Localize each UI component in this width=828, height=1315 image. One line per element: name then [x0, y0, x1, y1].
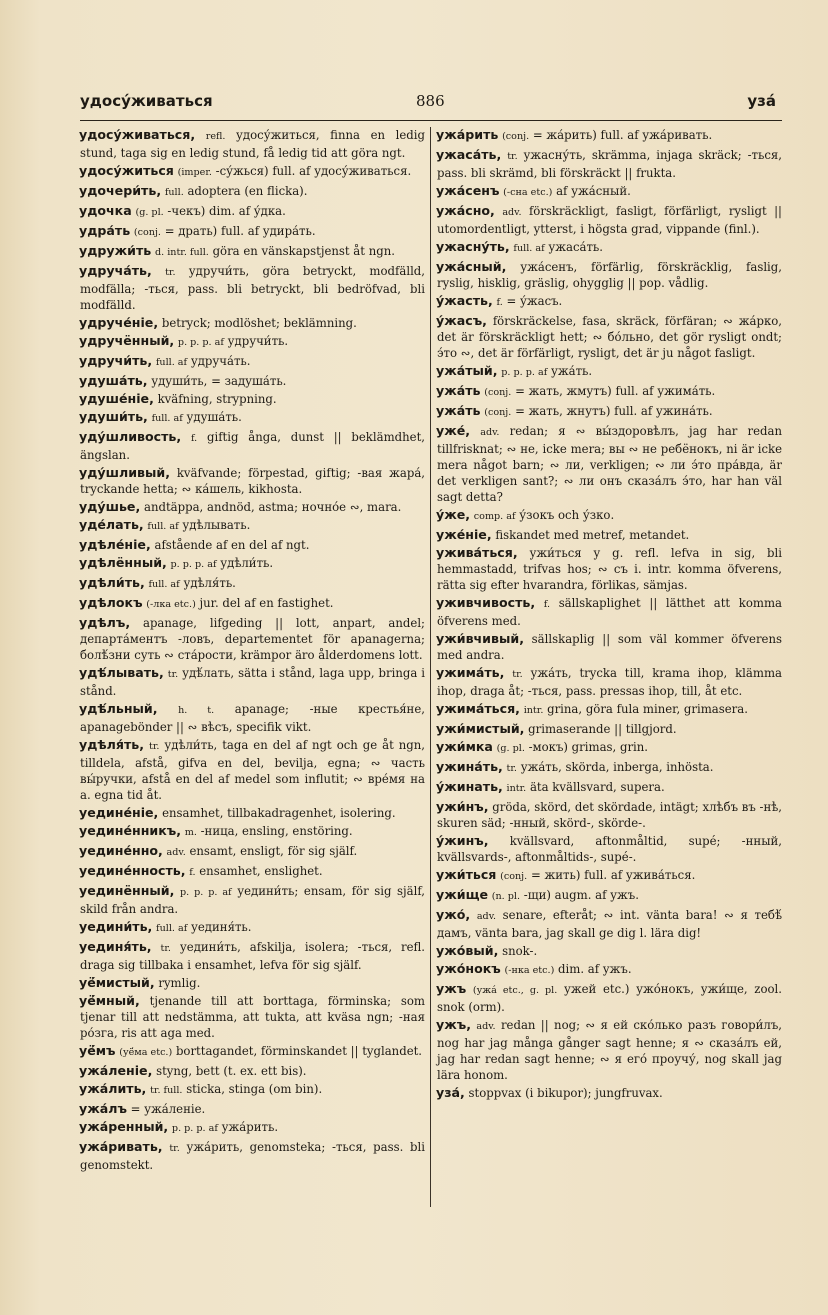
entry-headword: уединённый,: [79, 883, 175, 898]
entry-definition: ensamt, ensligt, för sig själf.: [189, 844, 358, 858]
dictionary-entry: [437, 293, 782, 311]
entry-grammar: comp. af: [473, 511, 516, 522]
entry-definition: grina, göra fula miner, grimasera.: [547, 702, 748, 716]
entry-grammar: p. p. p. af: [171, 1123, 218, 1134]
entry-headword: уедини́ть,: [79, 919, 153, 934]
entry-definition: удуши́ть, = задуша́ть.: [151, 374, 287, 388]
entry-definition: förskräckelse, fasa, skräck, förfäran; ∾ жа́рко, det är förskräckligt hett; ∾ бо́льно, det gör rysligt ondt; э́то ∾, det är förfärligt, rysligt, det är ju något fasligt.: [437, 314, 783, 360]
entry-definition: äta kvällsvard, supera.: [529, 780, 665, 794]
entry-headword: удуша́ть,: [79, 373, 148, 388]
entry-grammar: tr.: [148, 741, 160, 752]
dictionary-entry: [437, 363, 782, 381]
entry-headword: ужъ: [436, 981, 467, 996]
entry-definition: уедини́ть, afskilja, isolera; -ться, refl. draga sig tillbaka i ensamhet, lefva för sig själf.: [80, 940, 426, 972]
page-header: [80, 86, 782, 121]
entry-definition: göra en vänskapstjenst åt ngn.: [212, 244, 395, 258]
entry-definition: -щи) augm. af ужъ.: [523, 888, 639, 902]
entry-headword: удѣле́ніе,: [79, 537, 151, 552]
entry-grammar: f.: [496, 297, 503, 308]
entry-headword: уза́,: [436, 1085, 465, 1100]
dictionary-entry: [80, 315, 425, 331]
entry-grammar: refl.: [205, 131, 226, 142]
entry-headword: удѣлъ,: [79, 615, 131, 630]
dictionary-entry: [437, 981, 782, 1015]
entry-headword: ужима́ть,: [436, 665, 505, 680]
entry-headword: удуше́ніе,: [79, 391, 154, 406]
entry-definition: giftig ånga, dunst || beklämdhet, ängslan.: [80, 430, 426, 462]
entry-headword: уё́мистый,: [79, 975, 155, 990]
entry-definition: grimaserande || tillgjord.: [528, 722, 677, 736]
entry-headword: удѣли́ть,: [79, 575, 145, 590]
dictionary-entry: [80, 1043, 425, 1061]
dictionary-entry: [437, 907, 782, 941]
entry-grammar: adv.: [502, 207, 522, 218]
entry-grammar: (g. pl.: [135, 207, 164, 218]
right-column: [437, 127, 782, 1207]
entry-grammar: full. af: [147, 521, 179, 532]
dictionary-entry: [437, 631, 782, 663]
dictionary-entry: [437, 799, 782, 831]
entry-definition: senare, efteråt; ∾ int. vänta bara! ∾ я тебѣ́ дамъ, vänta bara, jag skall ge dig l. lära dig!: [437, 908, 782, 940]
entry-headword: уедине́нность,: [79, 863, 186, 878]
entry-definition: styng, bett (t. ex. ett bis).: [156, 1064, 307, 1078]
entry-definition: kväfvande; förpestad, giftig; -вая жара́, tryckande hetta; ∾ ка́шель, kikhosta.: [80, 466, 426, 496]
dictionary-entry: [80, 127, 425, 161]
entry-definition: fiskandet med metref, metandet.: [495, 528, 690, 542]
entry-headword: ужи́нъ,: [436, 799, 489, 814]
entry-grammar: m.: [184, 827, 197, 838]
page-number: 886: [416, 92, 445, 110]
entry-definition: -ница, ensling, enstöring.: [200, 824, 353, 838]
entry-grammar: tr.: [167, 669, 179, 680]
entry-definition: удосу́житься, finna en ledig stund, taga sig en ledig stund, få ledig tid att göra ngt.: [80, 128, 425, 160]
entry-headword: удѣлённый,: [79, 555, 167, 570]
entry-columns: [80, 127, 782, 1207]
entry-headword: ужаса́ть,: [436, 147, 502, 162]
entry-headword: ужа́рить: [436, 127, 499, 142]
entry-definition: удѣля́ть.: [183, 576, 236, 590]
dictionary-entry: [80, 919, 425, 937]
entry-definition: ужа́сенъ, förfärlig, förskräcklig, faslig, ryslig, hisklig, gräslig, ohygglig || pop. vådlig.: [437, 260, 782, 290]
entry-headword: удруча́ть,: [79, 263, 152, 278]
entry-grammar: adv.: [476, 911, 497, 922]
dictionary-entry: [80, 537, 425, 553]
entry-definition: удѣли́ть, taga en del af ngt och ge åt ngn, tilldela, afstå, gifva en del, bevilja, egna; ∾ часть вы́ручки, afstå en del af medel som influtit; ∾ вре́мя на а. egna tid åt.: [80, 738, 426, 802]
entry-definition: ужа́ть, trycka till, krama ihop, klämma ihop, draga åt; -ться, pass. pressas ihop, till, åt etc.: [437, 666, 782, 698]
entry-definition: ensamhet, enslighet.: [199, 864, 323, 878]
entry-grammar: (conj.: [502, 131, 530, 142]
dictionary-entry: [80, 465, 425, 497]
entry-grammar: (conj.: [133, 227, 161, 238]
entry-definition: ужа́рить, genomsteka; -ться, pass. bli genomstekt.: [80, 1140, 425, 1172]
dictionary-entry: [80, 939, 425, 973]
left-column: [80, 127, 430, 1207]
entry-grammar: p. p. p. af: [170, 559, 217, 570]
dictionary-entry: [437, 507, 782, 525]
entry-headword: у́жинъ,: [436, 833, 489, 848]
dictionary-entry: [437, 1017, 782, 1083]
entry-definition: stoppvax (i bikupor); jungfruvax.: [468, 1086, 663, 1100]
entry-grammar: f.: [543, 599, 551, 610]
entry-headword: ужа́лъ: [79, 1101, 127, 1116]
entry-headword: удѣ́льный,: [79, 701, 158, 716]
dictionary-entry: [437, 887, 782, 905]
entry-definition: sticka, stinga (om bin).: [186, 1082, 323, 1096]
entry-definition: andtäppa, andnöd, astma; ночно́е ∾, mara.: [143, 500, 402, 514]
entry-definition: = жать, жмутъ) full. af ужима́ть.: [515, 384, 716, 398]
dictionary-entry: [80, 429, 425, 463]
entry-headword: у́жасть,: [436, 293, 493, 308]
entry-definition: ужа́ть, skörda, inberga, inhösta.: [520, 760, 714, 774]
entry-grammar: tr.: [160, 943, 171, 954]
entry-headword: уду́шливый,: [79, 465, 170, 480]
entry-definition: redan || nog; ∾ я ей ско́лько разъ говори́лъ, nog har jag många gånger sagt henne; я ∾ сказа́лъ ей, jag har redan sagt henne; ∾ я его́ проучу́, nog skall jag lära honom.: [437, 1018, 782, 1082]
dictionary-entry: [437, 527, 782, 543]
entry-grammar: tr.: [506, 763, 517, 774]
dictionary-entry: [437, 1085, 782, 1101]
entry-headword: ужа́сенъ: [436, 183, 500, 198]
entry-headword: удосу́житься: [79, 163, 174, 178]
entry-headword: ужа́тый,: [436, 363, 498, 378]
dictionary-entry: [437, 739, 782, 757]
entry-headword: ужо́вый,: [436, 943, 499, 958]
entry-definition: удѣлывать.: [182, 518, 251, 532]
entry-headword: уживчивость,: [436, 595, 536, 610]
entry-grammar: adv.: [476, 1021, 496, 1032]
entry-headword: у́жасъ,: [436, 313, 487, 328]
entry-definition: = жить) full. af ужива́ться.: [530, 868, 696, 882]
entry-grammar: (conj.: [484, 407, 512, 418]
entry-headword: ужина́ть,: [436, 759, 503, 774]
entry-definition: = жать, жнутъ) full. af ужина́ть.: [515, 404, 713, 418]
entry-grammar: tr.: [512, 669, 523, 680]
dictionary-entry: [437, 943, 782, 959]
entry-definition: förskräckligt, fasligt, förfärligt, rysligt || utomordentligt, ytterst, i högsta grad, vippande (finl.).: [437, 204, 782, 236]
dictionary-entry: [80, 1081, 425, 1099]
entry-headword: ужи́мистый,: [436, 721, 525, 736]
entry-headword: удѣлокъ: [79, 595, 143, 610]
dictionary-entry: [437, 545, 782, 593]
entry-headword: удружи́ть: [79, 243, 152, 258]
dictionary-entry: [437, 313, 782, 361]
entry-definition: betryck; modlöshet; beklämning.: [161, 316, 357, 330]
dictionary-entry: [437, 833, 782, 865]
dictionary-entry: [80, 1139, 425, 1173]
entry-headword: уедине́нникъ,: [79, 823, 182, 838]
dictionary-entry: [437, 721, 782, 737]
dictionary-entry: [437, 383, 782, 401]
dictionary-entry: [437, 127, 782, 145]
dictionary-entry: [80, 499, 425, 515]
entry-grammar: adv.: [166, 847, 186, 858]
entry-grammar: adv.: [480, 427, 500, 438]
entry-definition: -мокъ) grimas, grin.: [528, 740, 649, 754]
dictionary-entry: [80, 823, 425, 841]
dictionary-entry: [80, 975, 425, 991]
entry-definition: rymlig.: [158, 976, 201, 990]
entry-definition: sällskaplig || som väl kommer öfverens med andra.: [437, 632, 782, 662]
entry-grammar: f.: [189, 867, 196, 878]
dictionary-entry: [80, 353, 425, 371]
entry-definition: уединя́ть.: [191, 920, 252, 934]
entry-headword: ужъ,: [436, 1017, 471, 1032]
entry-definition: af ужа́сный.: [556, 184, 631, 198]
entry-definition: borttagandet, förminskandet || tyglandet.: [175, 1044, 423, 1058]
entry-definition: apanage, lifgeding || lott, anpart, andel; департа́ментъ -ловъ, departementet för apanagerna; болѣ́зни суть ∾ ста́рости, krämpor äro ålderdomens lott.: [80, 616, 425, 662]
entry-grammar: full. af: [513, 243, 545, 254]
entry-definition: afstående af en del af ngt.: [154, 538, 310, 552]
entry-definition: удручи́ть, göra betryckt, modfälld, modfälla; -ться, pass. bli betryckt, bli bedröfvad, bli modfälld.: [80, 264, 425, 312]
entry-definition: удручи́ть.: [227, 334, 289, 348]
dictionary-entry: [80, 263, 425, 313]
entry-grammar: (ужа́ etc., g. pl.: [472, 985, 558, 996]
entry-definition: удѣ́лать, sätta i stånd, laga upp, bringa i stånd.: [80, 666, 425, 698]
entry-grammar: p. p. p. af: [501, 367, 548, 378]
entry-headword: ужива́ться,: [436, 545, 518, 560]
entry-grammar: h. t.: [178, 705, 215, 716]
dictionary-entry: [437, 423, 782, 505]
entry-headword: удручи́ть,: [79, 353, 153, 368]
dictionary-entry: [80, 843, 425, 861]
entry-definition: = драть) full. af удира́ть.: [164, 224, 316, 238]
entry-definition: jur. del af en fastighet.: [199, 596, 334, 610]
dictionary-entry: [80, 883, 425, 917]
entry-grammar: (g. pl.: [496, 743, 525, 754]
dictionary-entry: [80, 243, 425, 261]
dictionary-entry: [80, 183, 425, 201]
entry-grammar: (уё́ма etc.): [119, 1047, 173, 1058]
dictionary-entry: [437, 665, 782, 699]
entry-grammar: intr.: [506, 783, 527, 794]
entry-definition: удуша́ть.: [186, 410, 242, 424]
entry-definition: tjenande till att borttaga, förminska; som tjenar till att nedstämma, att tukta, att kväsa ngn; -ная ро́зга, ris att aga med.: [80, 994, 425, 1040]
dictionary-entry: [80, 223, 425, 241]
entry-grammar: tr. full.: [150, 1085, 183, 1096]
entry-headword: удра́ть: [79, 223, 131, 238]
dictionary-entry: [80, 993, 425, 1041]
entry-grammar: (-нка etc.): [504, 965, 555, 976]
entry-definition: ужаса́ть.: [548, 240, 604, 254]
entry-definition: snok-.: [502, 944, 538, 958]
entry-definition: ужа́ть.: [550, 364, 593, 378]
entry-headword: ужа́лить,: [79, 1081, 147, 1096]
entry-definition: apanage; -ные крестья́не, apanagebönder || ∾ вѣсъ, specifik vikt.: [80, 702, 425, 734]
entry-grammar: d. intr. full.: [154, 247, 209, 258]
dictionary-entry: [80, 805, 425, 821]
entry-grammar: full. af: [155, 357, 188, 368]
entry-definition: удѣли́ть.: [220, 556, 274, 570]
entry-definition: kväfning, strypning.: [157, 392, 277, 406]
entry-headword: удѣ́лывать,: [79, 665, 164, 680]
entry-grammar: intr.: [523, 705, 544, 716]
dictionary-entry: [437, 203, 782, 237]
entry-definition: = у́жасъ.: [506, 294, 563, 308]
entry-definition: = жа́рить) full. af ужа́ривать.: [532, 128, 713, 142]
dictionary-entry: [437, 701, 782, 719]
entry-headword: удруче́ніе,: [79, 315, 159, 330]
entry-definition: ensamhet, tillbakadragenhet, isolering.: [162, 806, 396, 820]
dictionary-entry: [437, 403, 782, 421]
entry-headword: удосу́живаться,: [79, 127, 196, 142]
entry-definition: dim. af ужъ.: [558, 962, 632, 976]
header-left-headword: удосу́живаться: [80, 92, 213, 110]
entry-headword: удручённый,: [79, 333, 175, 348]
entry-headword: удочка: [79, 203, 132, 218]
entry-grammar: f.: [190, 433, 198, 444]
dictionary-entry: [80, 1101, 425, 1117]
entry-definition: gröda, skörd, det skördade, intägt; хлѣбъ въ -нѣ, skuren säd; -нный, skörd-, skörde-.: [437, 800, 782, 830]
entry-definition: ужей etc.) ужо́нокъ, ужи́ще, zool. snok (orm).: [437, 982, 782, 1014]
entry-definition: -су́жься) full. af удосу́живаться.: [215, 164, 412, 178]
entry-headword: ужо́нокъ: [436, 961, 501, 976]
entry-headword: ужа́ривать,: [79, 1139, 163, 1154]
dictionary-entry: [80, 1063, 425, 1079]
entry-grammar: p. p. p. af: [177, 337, 224, 348]
dictionary-entry: [80, 517, 425, 535]
entry-grammar: tr.: [169, 1143, 180, 1154]
entry-headword: уедине́нно,: [79, 843, 163, 858]
dictionary-entry: [437, 867, 782, 885]
entry-headword: уду́шливость,: [79, 429, 182, 444]
entry-definition: adoptera (en flicka).: [187, 184, 308, 198]
entry-headword: ужо́,: [436, 907, 471, 922]
dictionary-entry: [80, 665, 425, 699]
entry-headword: ужа́ть: [436, 383, 481, 398]
dictionary-entry: [80, 409, 425, 427]
entry-grammar: tr.: [507, 151, 518, 162]
header-right-headword: уза́: [747, 92, 776, 110]
entry-headword: уединя́ть,: [79, 939, 152, 954]
entry-headword: уже́ніе,: [436, 527, 492, 542]
dictionary-entry: [437, 183, 782, 201]
entry-definition: redan; я ∾ вы́здоровѣлъ, jag har redan tillfrisknat; ∾ не, icke mera; вы ∾ не ребёнокъ, ni är icke mera något barn; ∾ ли, verkligen; ∾ ли э́то пра́вда, är det verkligen sant?; ∾ ли онъ сказа́лъ э́то, har han väl sagt detta?: [437, 424, 783, 504]
entry-headword: ужа́ть: [436, 403, 481, 418]
entry-grammar: (-лка etc.): [146, 599, 196, 610]
entry-definition: -чекъ) dim. af у́дка.: [167, 204, 286, 218]
entry-headword: уду́шье,: [79, 499, 141, 514]
dictionary-entry: [80, 555, 425, 573]
entry-grammar: (n. pl.: [491, 891, 521, 902]
entry-headword: ужи́вчивый,: [436, 631, 524, 646]
entry-headword: ужима́ться,: [436, 701, 520, 716]
entry-headword: уё́мный,: [79, 993, 140, 1008]
dictionary-entry: [80, 373, 425, 389]
entry-grammar: full.: [164, 187, 184, 198]
entry-headword: уде́лать,: [79, 517, 144, 532]
entry-definition: sällskaplighet || lätthet att komma öfverens med.: [437, 596, 783, 628]
entry-grammar: (-сна etc.): [503, 187, 553, 198]
column-divider: [430, 127, 431, 1207]
dictionary-entry: [80, 203, 425, 221]
entry-grammar: (conj.: [484, 387, 512, 398]
entry-definition: у́зокъ och у́зко.: [519, 508, 615, 522]
entry-definition: удруча́ть.: [190, 354, 251, 368]
entry-headword: у́жинать,: [436, 779, 503, 794]
entry-headword: ужа́сный,: [436, 259, 507, 274]
entry-headword: уедине́ніе,: [79, 805, 159, 820]
entry-grammar: full. af: [148, 579, 180, 590]
dictionary-entry: [80, 163, 425, 181]
entry-definition: ужа́рить.: [221, 1120, 279, 1134]
dictionary-entry: [437, 147, 782, 181]
entry-headword: ужа́ренный,: [79, 1119, 169, 1134]
dictionary-entry: [80, 595, 425, 613]
entry-headword: ужи́ще: [436, 887, 489, 902]
dictionary-entry: [80, 575, 425, 593]
dictionary-entry: [437, 961, 782, 979]
dictionary-entry: [80, 391, 425, 407]
dictionary-entry: [80, 863, 425, 881]
entry-headword: у́же,: [436, 507, 471, 522]
entry-headword: ужасну́ть,: [436, 239, 510, 254]
dictionary-entry: [80, 737, 425, 803]
dictionary-entry: [437, 259, 782, 291]
entry-grammar: full. af: [151, 413, 183, 424]
entry-headword: ужи́ться: [436, 867, 497, 882]
dictionary-entry: [80, 615, 425, 663]
entry-definition: kvällsvard, aftonmåltid, supé; -нный, kvällsvards-, aftonmåltids-, supé-.: [437, 834, 782, 864]
entry-headword: ужа́леніе,: [79, 1063, 153, 1078]
entry-grammar: tr.: [165, 267, 176, 278]
entry-grammar: full. af: [156, 923, 188, 934]
entry-headword: ужи́мка: [436, 739, 493, 754]
dictionary-entry: [80, 333, 425, 351]
entry-headword: удѣля́ть,: [79, 737, 145, 752]
entry-headword: уже́,: [436, 423, 471, 438]
entry-definition: = ужа́леніе.: [130, 1102, 206, 1116]
dictionary-entry: [437, 595, 782, 629]
entry-headword: ужа́сно,: [436, 203, 495, 218]
entry-grammar: (conj.: [500, 871, 528, 882]
entry-grammar: (imper.: [177, 167, 212, 178]
dictionary-entry: [437, 779, 782, 797]
entry-headword: удочери́ть,: [79, 183, 162, 198]
entry-grammar: p. p. p. af: [179, 887, 232, 898]
dictionary-entry: [437, 759, 782, 777]
entry-definition: ужасну́ть, skrämma, injaga skräck; -ться, pass. bli skrämd, bli förskräckt || frukta.: [437, 148, 782, 180]
dictionary-entry: [437, 239, 782, 257]
entry-definition: ужи́ться у g. refl. lefva in sig, bli hemmastadd, trifvas hos; ∾ съ i. intr. komma öfverens, rätta sig efter hvarandra, förlikas, sämjas.: [437, 546, 783, 592]
dictionary-entry: [80, 1119, 425, 1137]
entry-headword: уё́мъ: [79, 1043, 116, 1058]
dictionary-entry: [80, 701, 425, 735]
entry-definition: уедини́ть; ensam, för sig själf, skild från andra.: [80, 884, 426, 916]
entry-headword: удуши́ть,: [79, 409, 148, 424]
